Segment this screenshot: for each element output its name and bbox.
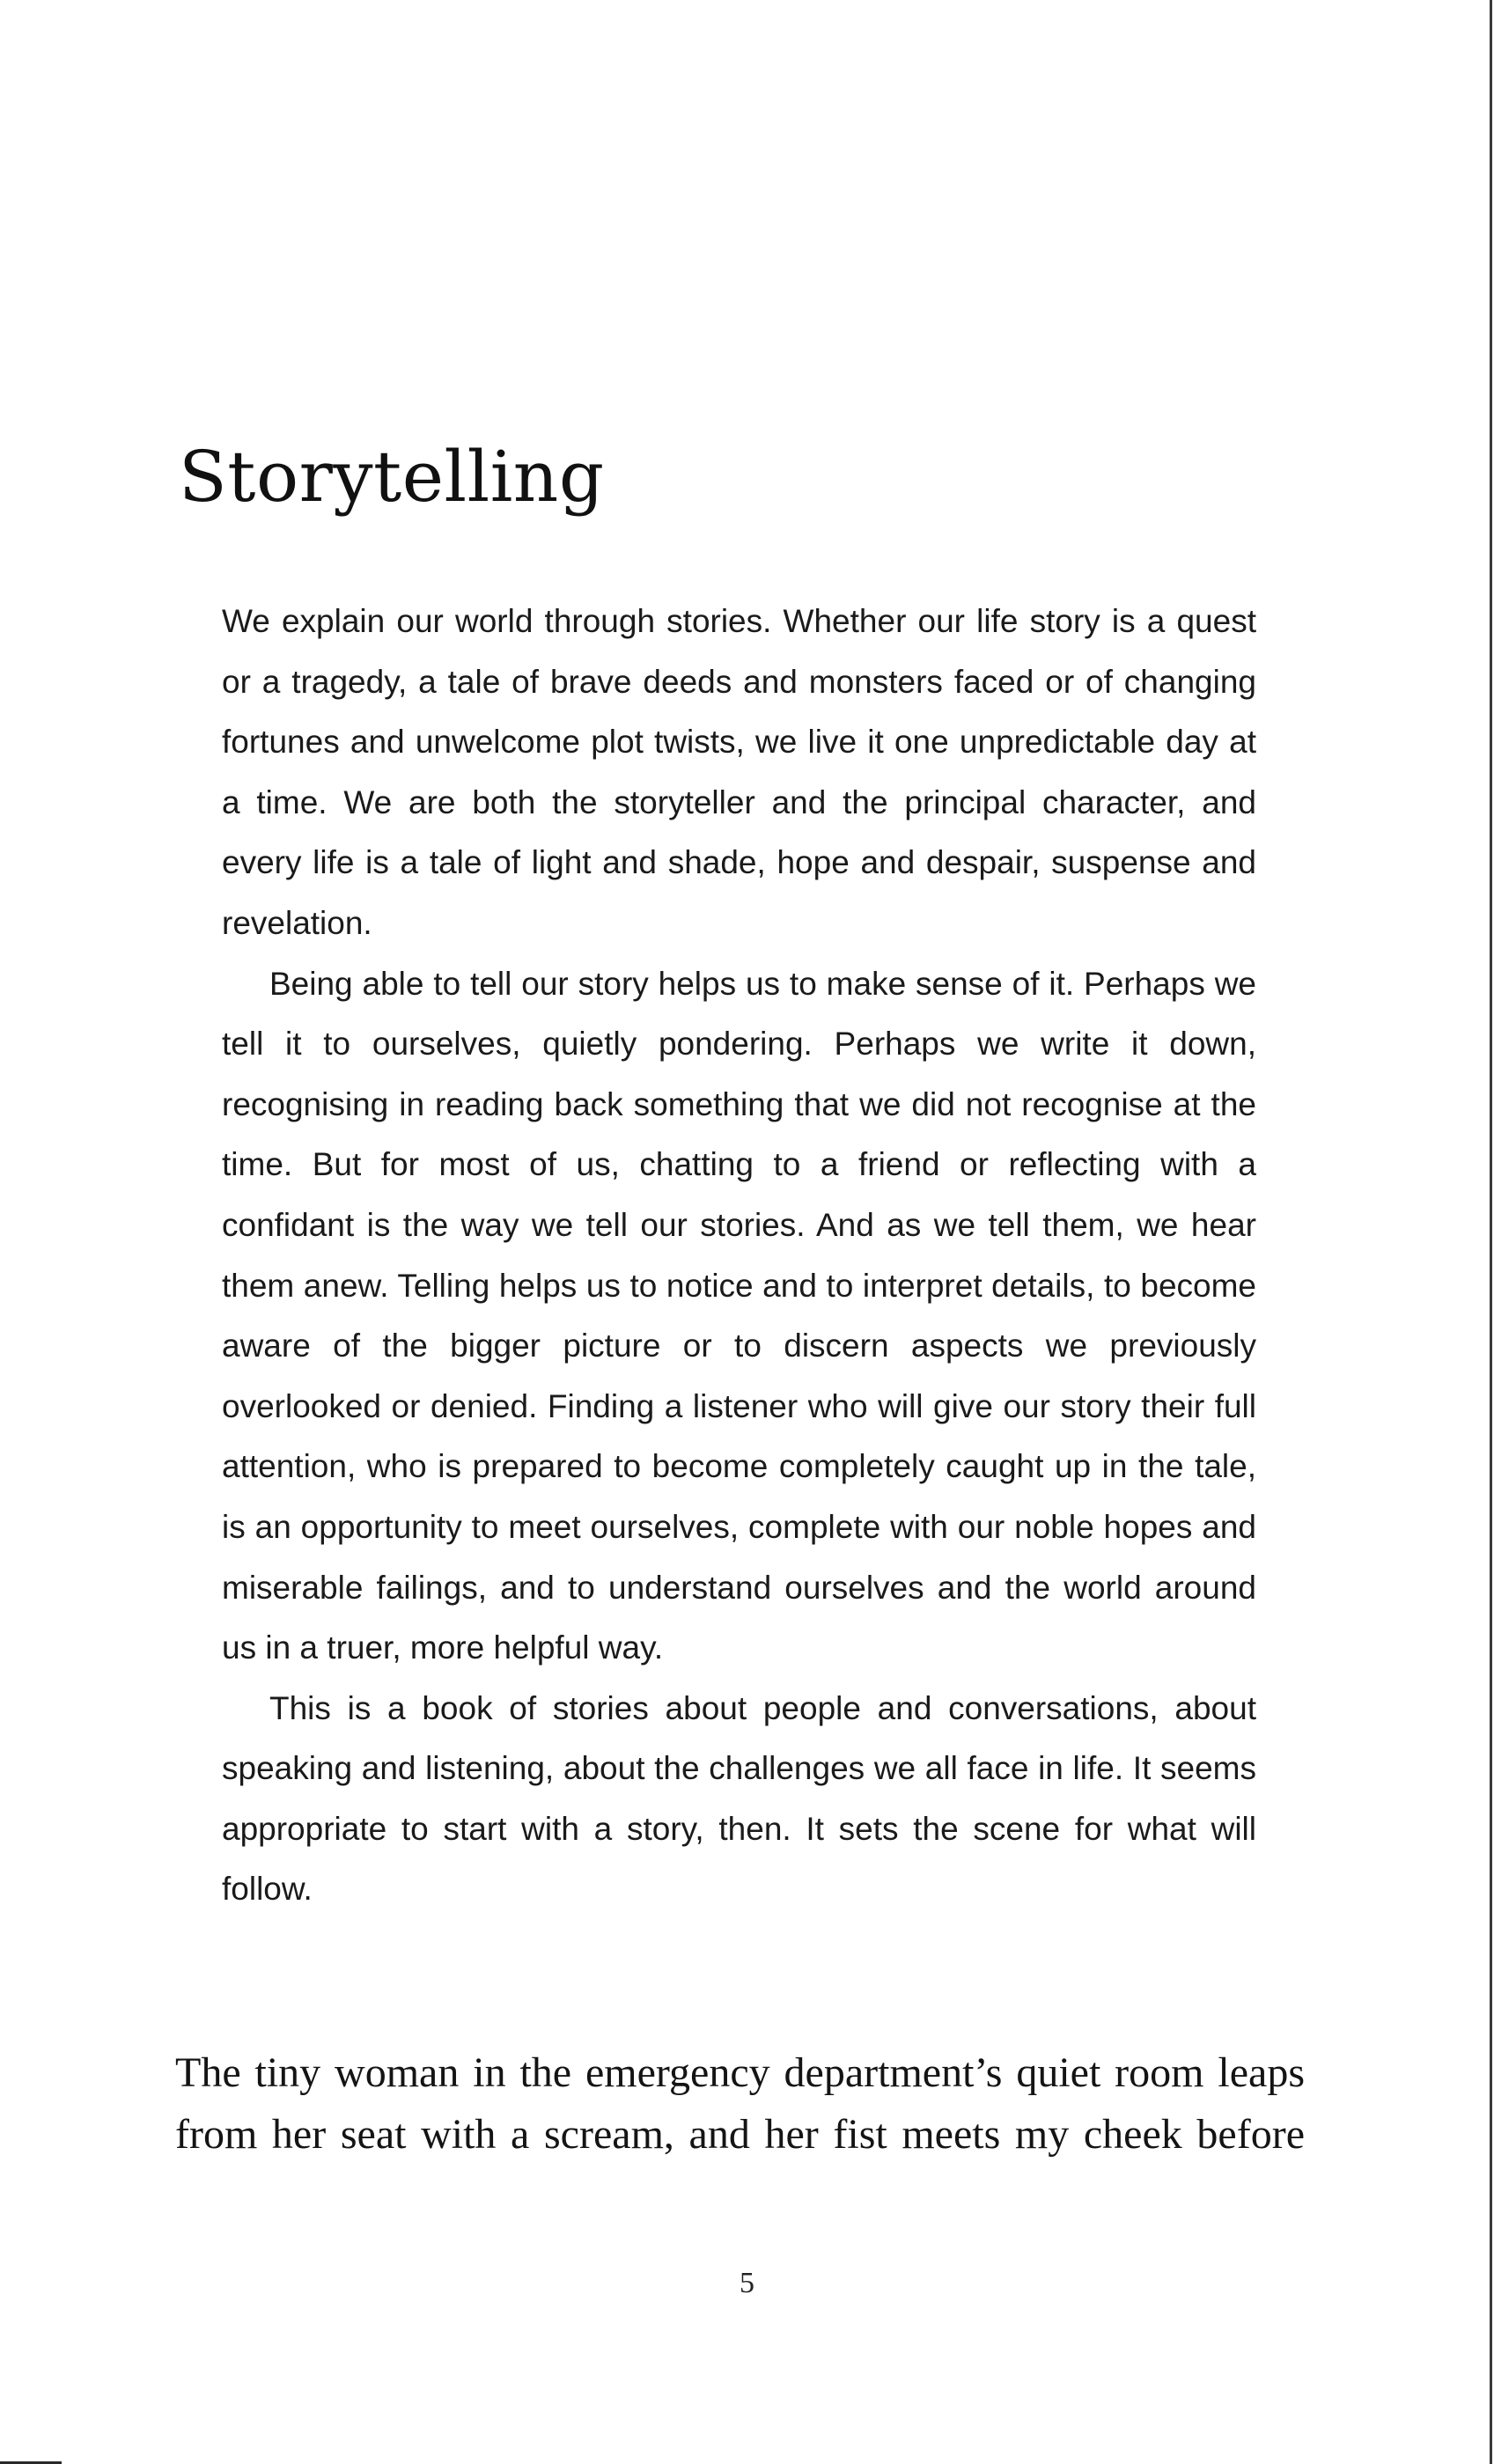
intro-paragraph-3: This is a book of stories about people and conversations, about speaking and listening, about the challenges we all face in life. It seems appropriate to start with a story, then. It sets the scene for what will follow. (222, 1689, 1256, 1908)
chapter-title: Storytelling (179, 436, 605, 518)
intro-section (222, 592, 1256, 1920)
story-opening-paragraph: The tiny woman in the emergency department’s quiet room leaps from her seat with a scream, and her fist meets my cheek before (175, 2049, 1305, 2158)
page-number: 5 (740, 2267, 754, 2299)
page-edge-right (1490, 0, 1492, 2464)
intro-paragraph-2: Being able to tell our story helps us to make sense of it. Perhaps we tell it to ourselves, quietly pondering. Perhaps we write it down, recognising in reading back something that we did not recognise at the time. But for most of us, chatting to a friend or reflecting with a confidant is the way we tell our stories. And as we tell them, we hear them anew. Telling helps us to notice and to interpret details, to become aware of the bigger picture or to discern aspects we previously overlooked or denied. Finding a listener who will give our story their full attention, who is prepared to become completely caught up in the tale, is an opportunity to meet ourselves, complete with our noble hopes and miserable failings, and to understand ourselves and the world around us in a truer, more helpful way. (222, 965, 1256, 1666)
intro-paragraph-1: We explain our world through stories. Whether our life story is a quest or a tragedy, a tale of brave deeds and monsters faced or of changing fortunes and unwelcome plot twists, we live it one unpredictable day at a time. We are both the storyteller and the principal character, and every life is a tale of light and shade, hope and despair, suspense and revelation. (222, 603, 1256, 941)
